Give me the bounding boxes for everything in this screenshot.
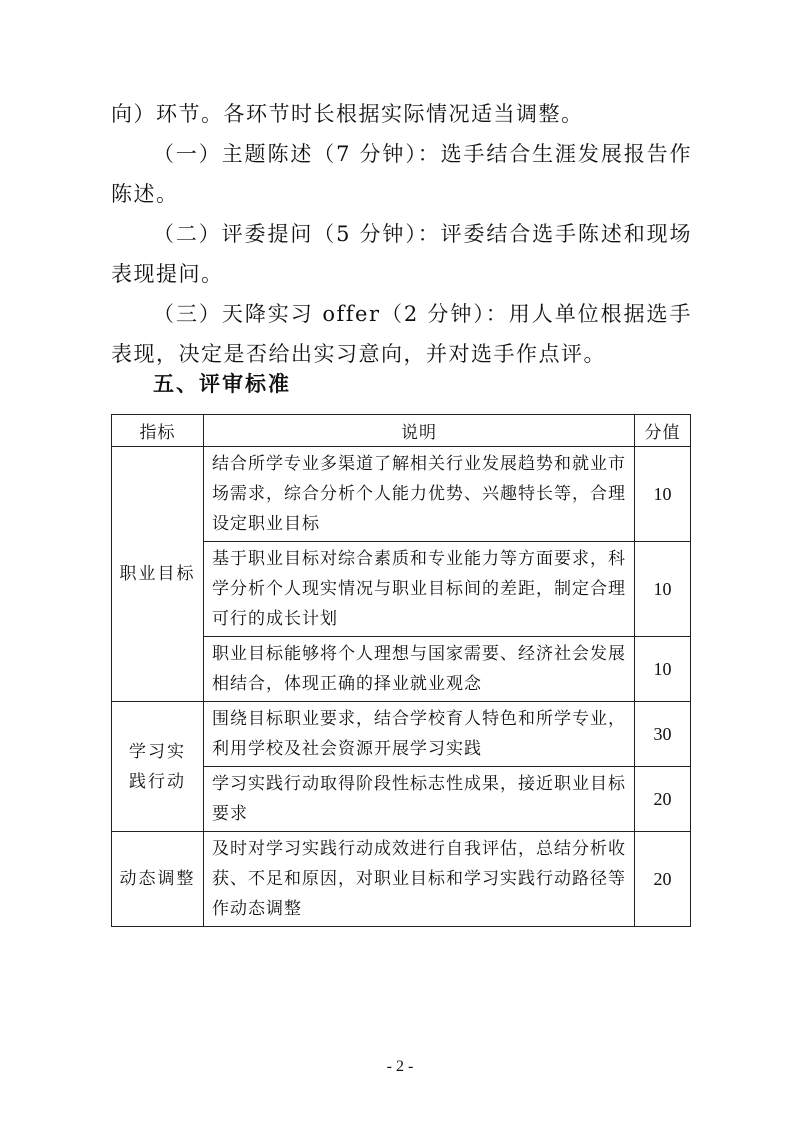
- indicator-career-goal: 职业目标: [112, 447, 204, 702]
- page-number: - 2 -: [386, 1058, 414, 1075]
- paragraph-internship-offer: （三）天降实习 offer（2 分钟）：用人单位根据选手表现，决定是否给出实习意向，并对选手作点评。: [111, 302, 692, 366]
- score-cell: 10: [635, 637, 691, 702]
- header-description: 说明: [204, 415, 635, 447]
- score-cell: 10: [635, 542, 691, 637]
- table-row: [112, 447, 691, 542]
- header-indicator: 指标: [112, 415, 204, 447]
- indicator-learning-practice: 学习实践行动: [112, 702, 204, 832]
- score-cell: 20: [635, 832, 691, 927]
- description-cell: 及时对学习实践行动成效进行自我评估，总结分析收获、不足和原因，对职业目标和学习实践行动路径等作动态调整: [204, 832, 635, 927]
- evaluation-criteria-table: [111, 414, 691, 927]
- score-cell: 10: [635, 447, 691, 542]
- description-cell: 职业目标能够将个人理想与国家需要、经济社会发展相结合，体现正确的择业就业观念: [204, 637, 635, 702]
- paragraph-continuation: 向）环节。各环节时长根据实际情况适当调整。: [111, 102, 584, 126]
- table-header-row: [112, 415, 691, 447]
- paragraph-theme-statement: （一）主题陈述（7 分钟）：选手结合生涯发展报告作陈述。: [111, 142, 692, 206]
- score-cell: 30: [635, 702, 691, 767]
- table-row: [112, 832, 691, 927]
- paragraph-judge-questions: （二）评委提问（5 分钟）：评委结合选手陈述和现场表现提问。: [111, 222, 692, 286]
- table-row: [112, 702, 691, 767]
- score-cell: 20: [635, 767, 691, 832]
- header-score: 分值: [635, 415, 691, 447]
- description-cell: 基于职业目标对综合素质和专业能力等方面要求，科学分析个人现实情况与职业目标间的差距，制定合理可行的成长计划: [204, 542, 635, 637]
- description-cell: 围绕目标职业要求，结合学校育人特色和所学专业，利用学校及社会资源开展学习实践: [204, 702, 635, 767]
- description-cell: 学习实践行动取得阶段性标志性成果，接近职业目标要求: [204, 767, 635, 832]
- section-heading: 五、评审标准: [153, 372, 291, 396]
- indicator-dynamic-adjustment: 动态调整: [112, 832, 204, 927]
- description-cell: 结合所学专业多渠道了解相关行业发展趋势和就业市场需求，综合分析个人能力优势、兴趣特长等，合理设定职业目标: [204, 447, 635, 542]
